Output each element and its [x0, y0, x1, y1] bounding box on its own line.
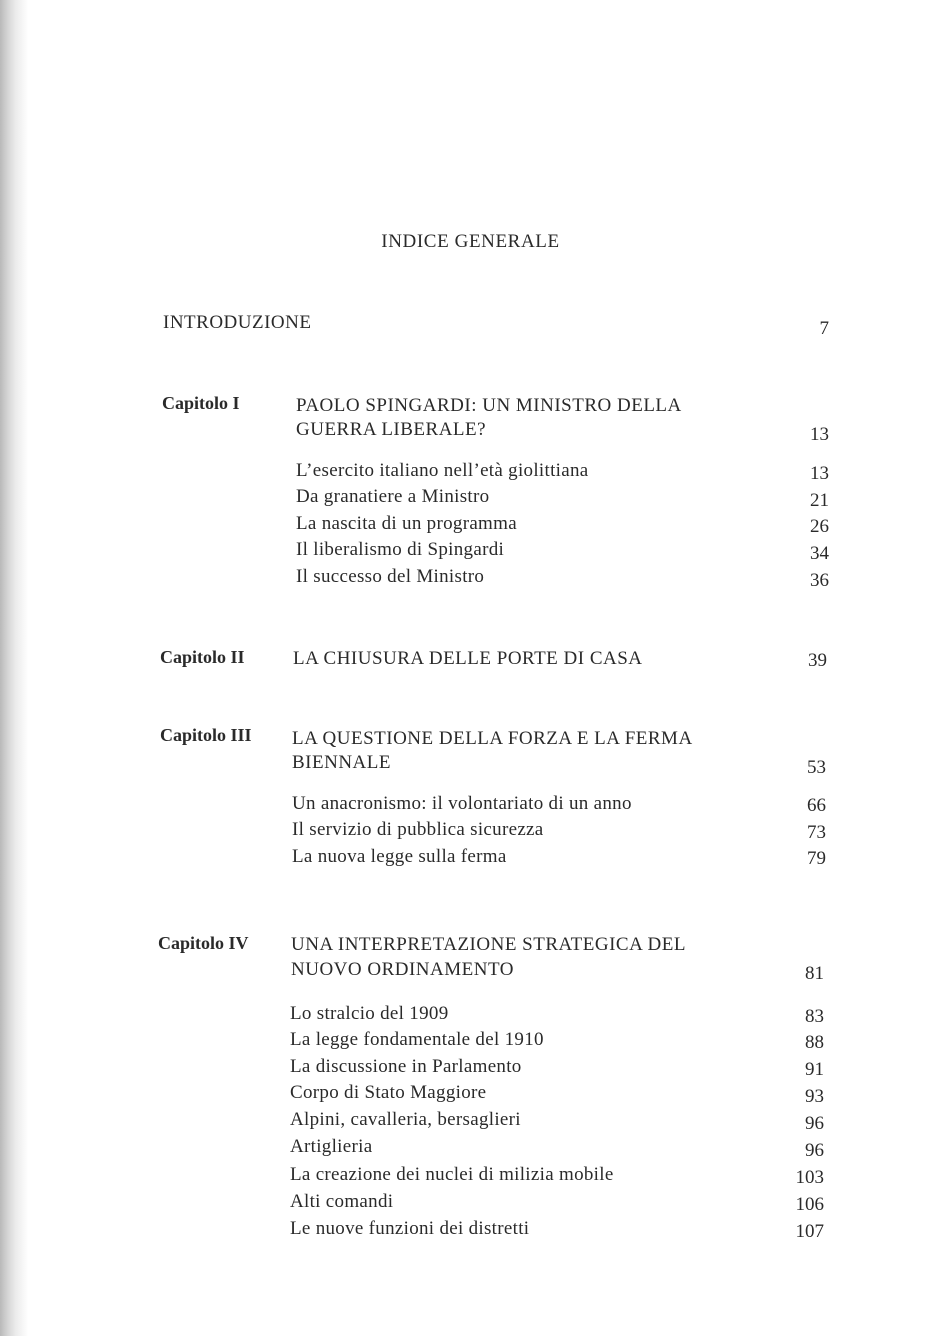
- chapter-3-label: Capitolo III: [160, 725, 252, 745]
- chapter-1-label: Capitolo I: [162, 393, 240, 413]
- chapter-4-section-1: Lo stralcio del 1909: [290, 1003, 449, 1024]
- chapter-1-heading-line-2: GUERRA LIBERALE?: [296, 419, 487, 440]
- chapter-1-section-3: La nascita di un programma: [296, 513, 517, 534]
- chapter-4-section-2: La legge fondamentale del 1910: [290, 1029, 544, 1050]
- chapter-3-heading-line-1: LA QUESTIONE DELLA FORZA E LA FERMA: [292, 728, 693, 749]
- chapter-3-heading-line-2: BIENNALE: [292, 752, 391, 773]
- intro-label: INTRODUZIONE: [163, 312, 312, 333]
- chapter-3-section-1-page: 66: [807, 795, 826, 816]
- chapter-4-section-4-page: 93: [805, 1086, 824, 1107]
- chapter-4-section-7-page: 103: [795, 1167, 824, 1188]
- chapter-1-section-1-page: 13: [810, 463, 829, 484]
- chapter-1-section-2-page: 21: [810, 490, 829, 511]
- chapter-4-section-5-page: 96: [805, 1113, 824, 1134]
- chapter-3-section-3: La nuova legge sulla ferma: [292, 846, 507, 867]
- chapter-1-section-1: L’esercito italiano nell’età giolittiana: [296, 460, 589, 481]
- chapter-4-section-7: La creazione dei nuclei di milizia mobile: [290, 1164, 614, 1185]
- chapter-1-section-5-page: 36: [810, 570, 829, 591]
- chapter-2-page: 39: [808, 650, 827, 671]
- intro-page: 7: [819, 318, 829, 339]
- chapter-4-section-4: Corpo di Stato Maggiore: [290, 1082, 487, 1103]
- chapter-4-section-2-page: 88: [805, 1032, 824, 1053]
- chapter-4-section-9: Le nuove funzioni dei distretti: [290, 1218, 530, 1239]
- chapter-3-section-1: Un anacronismo: il volontariato di un anno: [292, 793, 632, 814]
- chapter-1-section-5: Il successo del Ministro: [296, 566, 485, 587]
- chapter-4-section-8-page: 106: [795, 1194, 824, 1215]
- chapter-4-section-8: Alti comandi: [290, 1191, 394, 1212]
- chapter-4-section-6: Artiglieria: [290, 1136, 373, 1157]
- page-title: INDICE GENERALE: [381, 231, 560, 252]
- chapter-2-label: Capitolo II: [160, 647, 245, 667]
- chapter-3-section-2: Il servizio di pubblica sicurezza: [292, 819, 544, 840]
- chapter-3-page: 53: [807, 757, 826, 778]
- chapter-3-section-2-page: 73: [807, 822, 826, 843]
- chapter-1-heading-line-1: PAOLO SPINGARDI: UN MINISTRO DELLA: [296, 395, 682, 416]
- chapter-4-heading-line-2: NUOVO ORDINAMENTO: [291, 959, 514, 980]
- page-spine-shadow: [0, 0, 28, 1336]
- chapter-4-section-1-page: 83: [805, 1006, 824, 1027]
- chapter-4-heading-line-1: UNA INTERPRETAZIONE STRATEGICA DEL: [291, 934, 686, 955]
- chapter-4-section-3: La discussione in Parlamento: [290, 1056, 522, 1077]
- chapter-4-page: 81: [805, 963, 824, 984]
- chapter-1-page: 13: [810, 424, 829, 445]
- chapter-4-section-9-page: 107: [795, 1221, 824, 1242]
- chapter-4-section-6-page: 96: [805, 1140, 824, 1161]
- chapter-3-section-3-page: 79: [807, 848, 826, 869]
- chapter-1-section-4-page: 34: [810, 543, 829, 564]
- chapter-4-section-5: Alpini, cavalleria, bersaglieri: [290, 1109, 521, 1130]
- chapter-4-label: Capitolo IV: [158, 933, 249, 953]
- chapter-1-section-3-page: 26: [810, 516, 829, 537]
- chapter-1-section-4: Il liberalismo di Spingardi: [296, 539, 505, 560]
- chapter-1-section-2: Da granatiere a Ministro: [296, 486, 490, 507]
- chapter-4-section-3-page: 91: [805, 1059, 824, 1080]
- chapter-2-heading-line-1: LA CHIUSURA DELLE PORTE DI CASA: [293, 648, 643, 669]
